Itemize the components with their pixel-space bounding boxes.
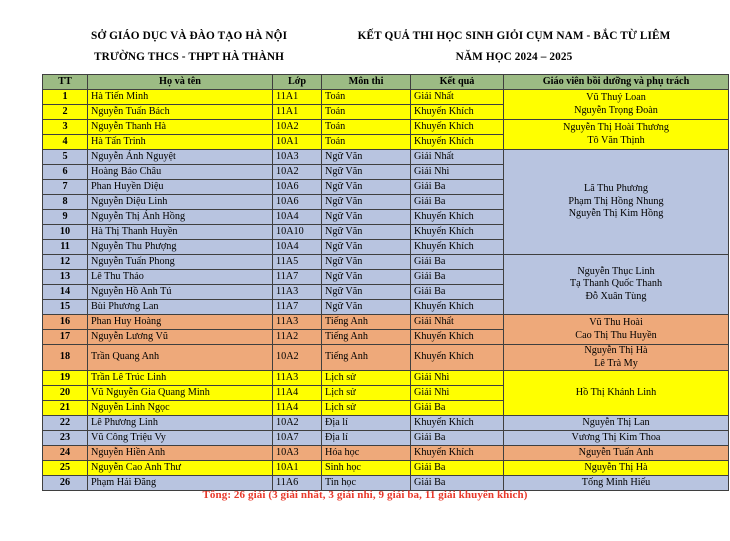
cell-tt: 4 — [43, 135, 88, 150]
cell-subject: Ngữ Văn — [322, 180, 411, 195]
cell-tt: 9 — [43, 210, 88, 225]
summary-footer: Tổng: 26 giải (3 giải nhất, 3 giải nhì, 9 giải ba, 11 giải khuyến khích) — [202, 489, 528, 501]
cell-class: 10A7 — [273, 431, 322, 446]
cell-tt: 3 — [43, 120, 88, 135]
column-header-class: Lớp — [273, 75, 322, 90]
cell-tt: 19 — [43, 371, 88, 386]
cell-name: Nguyễn Thị Ánh Hồng — [88, 210, 273, 225]
cell-class: 10A1 — [273, 135, 322, 150]
cell-name: Nguyễn Cao Anh Thư — [88, 461, 273, 476]
cell-subject: Hóa học — [322, 446, 411, 461]
cell-result: Khuyến Khích — [411, 105, 504, 120]
teacher-name: Phạm Thị Hồng Nhung — [568, 195, 664, 207]
cell-teacher — [504, 461, 729, 476]
cell-tt: 8 — [43, 195, 88, 210]
cell-teacher — [504, 315, 729, 345]
teacher-name: Nguyễn Tuấn Anh — [578, 446, 654, 458]
cell-subject: Tiếng Anh — [322, 315, 411, 330]
cell-result: Khuyến Khích — [411, 416, 504, 431]
teacher-name: Vương Thị Kim Thoa — [571, 431, 661, 443]
column-header-tt: TT — [43, 75, 88, 90]
cell-subject: Ngữ Văn — [322, 225, 411, 240]
cell-tt: 15 — [43, 300, 88, 315]
cell-class: 11A4 — [273, 386, 322, 401]
cell-class: 11A1 — [273, 90, 322, 105]
cell-class: 11A3 — [273, 315, 322, 330]
cell-teacher — [504, 446, 729, 461]
cell-subject: Địa lí — [322, 431, 411, 446]
school-name: TRƯỜNG THCS - THPT HÀ THÀNH — [93, 51, 285, 63]
cell-name: Lê Phương Linh — [88, 416, 273, 431]
cell-subject: Ngữ Văn — [322, 210, 411, 225]
table-row — [43, 255, 729, 270]
cell-name: Nguyễn Ánh Nguyệt — [88, 150, 273, 165]
cell-name: Hoàng Bảo Châu — [88, 165, 273, 180]
document-header — [0, 26, 730, 70]
teacher-name: Nguyễn Thục Linh — [577, 265, 655, 277]
teacher-name: Nguyễn Thị Hoài Thương — [563, 121, 669, 133]
cell-class: 11A5 — [273, 255, 322, 270]
cell-result: Giải Nhất — [411, 315, 504, 330]
cell-tt: 5 — [43, 150, 88, 165]
cell-name: Hà Thị Thanh Huyền — [88, 225, 273, 240]
cell-name: Phan Huyền Diệu — [88, 180, 273, 195]
cell-result: Giải Ba — [411, 270, 504, 285]
document-title-block — [334, 26, 694, 68]
teacher-name: Tô Văn Thịnh — [587, 134, 645, 146]
cell-class: 11A1 — [273, 105, 322, 120]
cell-result: Giải Ba — [411, 285, 504, 300]
cell-teacher — [504, 90, 729, 120]
cell-subject: Toán — [322, 135, 411, 150]
cell-subject: Ngữ Văn — [322, 255, 411, 270]
column-header-name: Họ và tên — [88, 75, 273, 90]
cell-subject: Lịch sử — [322, 401, 411, 416]
cell-tt: 7 — [43, 180, 88, 195]
teacher-name: Đỗ Xuân Tùng — [585, 290, 647, 302]
cell-subject: Sinh học — [322, 461, 411, 476]
table-row — [43, 461, 729, 476]
cell-tt: 12 — [43, 255, 88, 270]
cell-result: Giải Nhất — [411, 90, 504, 105]
cell-teacher — [504, 431, 729, 446]
cell-result: Khuyến Khích — [411, 120, 504, 135]
cell-tt: 20 — [43, 386, 88, 401]
cell-subject: Tiếng Anh — [322, 330, 411, 345]
teacher-name: Nguyễn Thị Hà — [584, 345, 648, 356]
page-title: KẾT QUẢ THI HỌC SINH GIỎI CỤM NAM - BẮC TỪ LIÊM — [357, 30, 671, 42]
teacher-name: Nguyễn Thị Kim Hồng — [568, 208, 664, 220]
cell-subject: Lịch sử — [322, 371, 411, 386]
cell-class: 11A7 — [273, 300, 322, 315]
table-body — [43, 90, 729, 491]
cell-subject: Tin học — [322, 476, 411, 491]
school-year: NĂM HỌC 2024 – 2025 — [455, 51, 573, 63]
cell-tt: 10 — [43, 225, 88, 240]
cell-subject: Ngữ Văn — [322, 165, 411, 180]
cell-result: Khuyến Khích — [411, 240, 504, 255]
cell-name: Hà Tấn Trinh — [88, 135, 273, 150]
table-row — [43, 371, 729, 386]
cell-result: Giải Ba — [411, 431, 504, 446]
cell-tt: 23 — [43, 431, 88, 446]
cell-class: 10A2 — [273, 416, 322, 431]
cell-result: Giải Nhì — [411, 386, 504, 401]
cell-tt: 21 — [43, 401, 88, 416]
issuing-authority-block — [44, 26, 334, 68]
cell-class: 11A2 — [273, 330, 322, 345]
cell-result: Giải Ba — [411, 461, 504, 476]
table-row — [43, 345, 729, 371]
cell-subject: Toán — [322, 120, 411, 135]
cell-result: Giải Ba — [411, 401, 504, 416]
teacher-name: Vũ Thu Hoài — [589, 316, 643, 328]
table-row — [43, 446, 729, 461]
cell-class: 11A4 — [273, 401, 322, 416]
table-header-row — [43, 75, 729, 90]
cell-subject: Ngữ Văn — [322, 270, 411, 285]
cell-class: 10A2 — [273, 120, 322, 135]
cell-name: Nguyễn Hồ Anh Tú — [88, 285, 273, 300]
cell-result: Giải Nhì — [411, 165, 504, 180]
column-header-teacher: Giáo viên bồi dưỡng và phụ trách — [504, 75, 729, 90]
cell-result: Giải Nhì — [411, 371, 504, 386]
cell-name: Lê Thu Thảo — [88, 270, 273, 285]
cell-name: Trần Lê Trúc Linh — [88, 371, 273, 386]
cell-tt: 1 — [43, 90, 88, 105]
cell-tt: 6 — [43, 165, 88, 180]
cell-name: Nguyễn Linh Ngọc — [88, 401, 273, 416]
cell-class: 10A4 — [273, 210, 322, 225]
cell-teacher — [504, 371, 729, 416]
cell-subject: Lịch sử — [322, 386, 411, 401]
results-table-container — [42, 74, 690, 491]
cell-name: Trần Quang Anh — [88, 345, 273, 371]
cell-class: 10A3 — [273, 150, 322, 165]
cell-teacher — [504, 255, 729, 315]
cell-class: 10A6 — [273, 180, 322, 195]
cell-name: Nguyễn Hiền Anh — [88, 446, 273, 461]
cell-class: 10A6 — [273, 195, 322, 210]
teacher-name: Lê Trà My — [594, 357, 638, 369]
results-table — [42, 74, 729, 491]
teacher-name: Nguyễn Thị Lan — [582, 416, 650, 428]
teacher-name: Tống Minh Hiếu — [581, 476, 651, 488]
department-name: SỞ GIÁO DỤC VÀ ĐÀO TẠO HÀ NỘI — [90, 30, 288, 42]
cell-teacher — [504, 345, 729, 371]
table-row — [43, 315, 729, 330]
cell-name: Nguyễn Tuấn Bách — [88, 105, 273, 120]
cell-tt: 17 — [43, 330, 88, 345]
cell-tt: 2 — [43, 105, 88, 120]
cell-class: 10A3 — [273, 446, 322, 461]
table-row — [43, 416, 729, 431]
cell-tt: 26 — [43, 476, 88, 491]
cell-name: Nguyễn Tuấn Phong — [88, 255, 273, 270]
cell-tt: 11 — [43, 240, 88, 255]
cell-name: Nguyễn Lương Vũ — [88, 330, 273, 345]
cell-name: Nguyễn Diệu Linh — [88, 195, 273, 210]
teacher-name: Hồ Thị Khánh Linh — [575, 386, 657, 398]
cell-subject: Ngữ Văn — [322, 195, 411, 210]
cell-result: Giải Ba — [411, 476, 504, 491]
cell-subject: Toán — [322, 90, 411, 105]
cell-tt: 16 — [43, 315, 88, 330]
table-row — [43, 90, 729, 105]
cell-class: 10A10 — [273, 225, 322, 240]
cell-tt: 24 — [43, 446, 88, 461]
cell-result: Khuyến Khích — [411, 225, 504, 240]
cell-class: 10A2 — [273, 165, 322, 180]
cell-class: 10A2 — [273, 345, 322, 371]
cell-subject: Địa lí — [322, 416, 411, 431]
cell-subject: Tiếng Anh — [322, 345, 411, 371]
cell-tt: 22 — [43, 416, 88, 431]
cell-class: 10A1 — [273, 461, 322, 476]
cell-result: Giải Ba — [411, 195, 504, 210]
table-row — [43, 431, 729, 446]
teacher-name: Cao Thị Thu Huyền — [575, 329, 657, 341]
table-row — [43, 150, 729, 165]
cell-name: Phan Huy Hoàng — [88, 315, 273, 330]
teacher-name: Lã Thu Phương — [584, 183, 648, 195]
cell-result: Khuyến Khích — [411, 330, 504, 345]
cell-teacher — [504, 120, 729, 150]
cell-class: 11A3 — [273, 371, 322, 386]
cell-result: Giải Nhất — [411, 150, 504, 165]
cell-class: 11A7 — [273, 270, 322, 285]
cell-teacher — [504, 416, 729, 431]
cell-teacher — [504, 150, 729, 255]
cell-subject: Ngữ Văn — [322, 300, 411, 315]
cell-name: Phạm Hải Đăng — [88, 476, 273, 491]
cell-class: 11A6 — [273, 476, 322, 491]
cell-subject: Ngữ Văn — [322, 285, 411, 300]
cell-class: 10A4 — [273, 240, 322, 255]
teacher-name: Tạ Thanh Quốc Thanh — [569, 278, 663, 290]
cell-result: Khuyến Khích — [411, 210, 504, 225]
cell-tt: 18 — [43, 345, 88, 371]
cell-result: Khuyến Khích — [411, 135, 504, 150]
cell-name: Vũ Công Triệu Vy — [88, 431, 273, 446]
cell-name: Bùi Phương Lan — [88, 300, 273, 315]
cell-result: Giải Ba — [411, 180, 504, 195]
cell-subject: Toán — [322, 105, 411, 120]
cell-tt: 14 — [43, 285, 88, 300]
teacher-name: Nguyễn Trọng Đoàn — [574, 104, 658, 116]
table-row — [43, 120, 729, 135]
column-header-subject: Môn thi — [322, 75, 411, 90]
cell-tt: 13 — [43, 270, 88, 285]
teacher-name: Nguyễn Thị Hà — [584, 461, 648, 473]
cell-class: 11A3 — [273, 285, 322, 300]
cell-tt: 25 — [43, 461, 88, 476]
cell-name: Nguyễn Thanh Hà — [88, 120, 273, 135]
cell-name: Vũ Nguyễn Gia Quang Minh — [88, 386, 273, 401]
column-header-result: Kết quả — [411, 75, 504, 90]
teacher-name: Vũ Thuý Loan — [586, 91, 646, 103]
cell-result: Khuyến Khích — [411, 446, 504, 461]
cell-result: Giải Ba — [411, 255, 504, 270]
cell-result: Khuyến Khích — [411, 300, 504, 315]
table-header — [43, 75, 729, 90]
cell-result: Khuyến Khích — [411, 345, 504, 371]
cell-subject: Ngữ Văn — [322, 240, 411, 255]
cell-name: Hà Tiến Minh — [88, 90, 273, 105]
cell-name: Nguyễn Thu Phượng — [88, 240, 273, 255]
cell-subject: Ngữ Văn — [322, 150, 411, 165]
